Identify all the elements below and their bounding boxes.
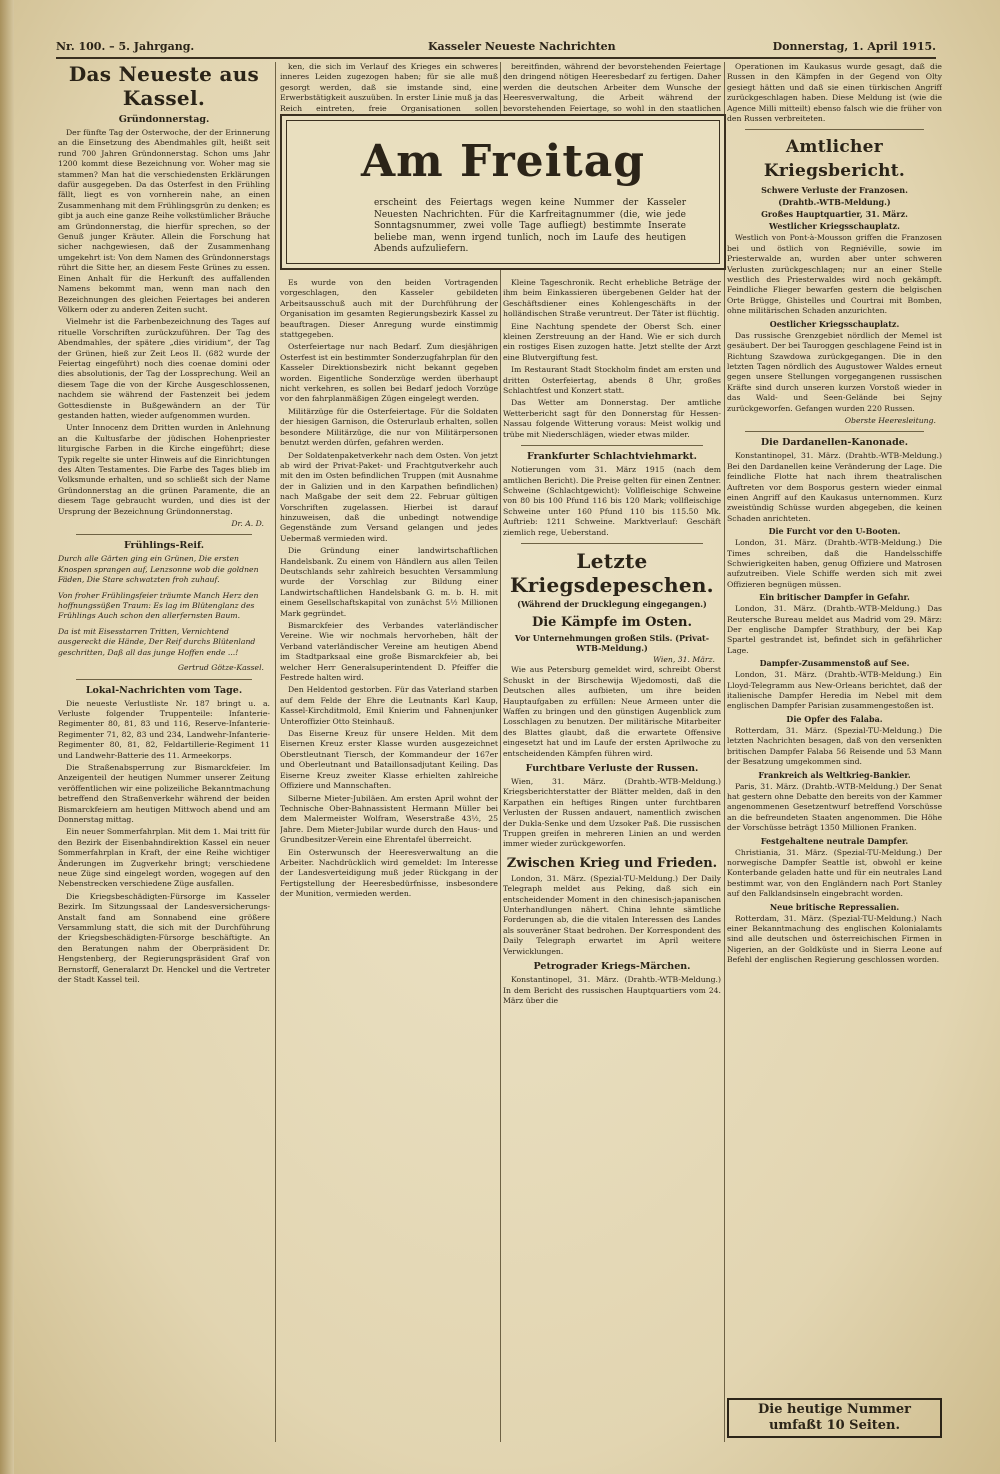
paragraph: London, 31. März. (Drahtb.-WTB-Meldung.) Ein Lloyd-Telegramm aus New-Orleans berichtet, daß der italienische Dampfer Heredia im Nebel mit dem englischen Dampfer Parisian zusammengestoßen ist. [727, 670, 942, 711]
divider [76, 534, 252, 535]
paragraph: Christiania, 31. März. (Spezial-TU-Meldung.) Der norwegische Dampfer Seattle ist, obwohl er keine Konterbande geladen hatte und für ein neutrales Land bestimmt war, von den Engländern nach Port Stanley auf den Falklandsinseln eingebracht worden. [727, 847, 942, 899]
divider [521, 445, 703, 446]
notice-box [280, 114, 726, 270]
column-1 [58, 62, 270, 1442]
article-subtitle: Schwere Verluste der Franzosen. [761, 185, 908, 196]
poem [58, 554, 270, 658]
paragraph: London, 31. März. (Drahtb.-WTB-Meldung.) Die Times schreiben, daß die Handelsschiffe Schwierigkeiten haben, genug Offiziere und Matrosen aufzutreiben. Viele Schiffe werden sich mit zwei Offizieren begnügen müssen. [727, 538, 942, 589]
paragraph: Paris, 31. März. (Drahtb.-WTB-Meldung.) Der Senat hat gestern ohne Debatte den bereits von der Kammer angenommenen Gesetzentwurf betreffend Vorschüsse an die befreundeten Staaten angenommen. Die Höhe der Vorschüsse beträgt 1350 Millionen Franken. [727, 781, 942, 833]
section-title-kassel: Das Neueste aus Kassel. [68, 62, 260, 110]
paper-edge [0, 0, 14, 1474]
paragraph: Militärzüge für die Osterfeiertage. Für die Soldaten der hiesigen Garnison, die Osterurlaub erhalten, sollen besondere Militärzüge, die nur von Militärpersonen benutzt werden dürfen, gefahren werden. [280, 406, 498, 448]
article-source: (Drahtb.-WTB-Meldung.) [778, 197, 891, 208]
paragraph: Konstantinopel, 31. März. (Drahtb.-WTB-Meldung.) In dem Bericht des russischen Hauptquartiers vom 24. März über die [503, 975, 721, 1005]
paragraph: Wie aus Petersburg gemeldet wird, schreibt Oberst Schuskt in der Birschewija Wjedomosti, daß die Deutschen alles aufbieten, um ihre beiden Hauptaufgaben zu erfüllen: Neue Armeen unter die Waffen zu bringen und den günstigen Augenblick zum Losschlagen zu benutzen. Der militärische Mitarbeiter des Blattes glaubt, daß die erwartete Offensive eingesetzt hat und im Laufe der ersten Aprilwoche zu entscheidenden Kämpfen führen wird. [503, 665, 721, 758]
header-rule [56, 57, 936, 59]
paragraph: Eine Nachtung spendete der Oberst Sch. einer kleinen Zerstreuung an der Hand. Wie er sich durch ein rostiges Eisen zuzogen hatte. Jetzt stellte der Arzt eine Blutvergiftung fest. [503, 321, 721, 362]
article-title-repressalien: Neue britische Repressalien. [769, 901, 900, 912]
paragraph: Das Eiserne Kreuz für unsere Helden. Mit dem Eisernen Kreuz erster Klasse wurden ausgezeichnet Oberstleutnant Tiersch, der Kommandeur der 167er und Oberleutnant und Bataillonsadjutant Keiling. Das Eiserne Kreuz zweiter Klasse erhielten zahlreiche Offiziere und Mannschaften. [280, 729, 498, 791]
masthead [56, 40, 936, 54]
article-title-schlachtviehmarkt: Frankfurter Schlachtviehmarkt. [527, 451, 697, 463]
section-title-kriegsbericht: Amtlicher Kriegsbericht. [763, 137, 906, 182]
section-title-kriegsdepeschen: Letzte Kriegsdepeschen. [510, 548, 714, 597]
paragraph: Operationen im Kaukasus wurde gesagt, daß die Russen in den Kämpfen in der Gegend von Olty gesiegt hätten und daß sie einen türkischen Angriff zurückgeschlagen haben. Diese Meldung ist (wie die Agence Milli mitteilt) ebenso falsch wie die früher von den Russen verbreiteten. [727, 62, 942, 124]
paragraph: Die Straßenabsperrung zur Bismarckfeier. Im Anzeigenteil der heutigen Nummer unserer Zeitung veröffentlichen wir eine polizeiliche Bekanntmachung betreffend den Straßenverkehr während der beiden Bismarckfeiern am heutigen Mittwoch abend und am Donnerstag mittag. [58, 762, 270, 824]
subheading-ost: Oestlicher Kriegsschauplatz. [769, 318, 900, 329]
dateline: Wien, 31. März. [653, 654, 715, 664]
paragraph: Rotterdam, 31. März. (Spezial-TU-Meldung.) Nach einer Bekanntmachung des englischen Kolonialamts sind alle deutschen und österreichischen Firmen in Nigerien, an der Goldküste und in Sierra Leone auf Befehl der englischen Regierung geschlossen worden. [727, 913, 942, 965]
paragraph: Bismarckfeier des Verbandes vaterländischer Vereine. Wie wir nochmals hervorheben, hält der Verband vaterländischer Vereine am heutigen Abend im Stadtparksaal eine große Bismarckfeier ab, bei welcher Herr Generalsuperintendent D. Pfeiffer die Festrede halten wird. [280, 621, 498, 683]
paragraph: Westlich von Pont-à-Mousson griffen die Franzosen bei und östlich von Regniéville, sowie im Priesterwalde an, wurden aber unter schweren Verlusten zurückgeschlagen; nur an einer Stelle westlich des Priesterwaldes wird noch gekämpft. Feindliche Flieger bewarfen gestern die belgischen Orte Brügge, Ghistelles und Courtrai mit Bomben, ohne militärischen Schaden anzurichten. [727, 233, 942, 316]
paragraph: Das russische Grenzgebiet nördlich der Memel ist gesäubert. Der bei Tauroggen geschlagene Feind ist in Richtung Szawdowa zurückgegangen. Die in den letzten Tagen nördlich des Augustower Waldes erneut gegen unsere Stellungen vorgegangenen russischen Kräfte sind durch unseren kurzen Vorstoß wieder in das Wald- und Seen-Gelände bei Sejny zurückgeworfen. Gefangen wurden 220 Russen. [727, 330, 942, 413]
paragraph: Die neueste Verlustliste Nr. 187 bringt u. a. Verluste folgender Truppenteile: Infanterie-Regimenter 80, 81, 83 und 116, Reserve-Infanterie-Regimenter 71, 82, 83 und 234, Landwehr-Infanterie-Regimenter 80, 81, 82, Feldartillerie-Regiment 11 und Landwehr-Batterie des 11. Armeekorps. [58, 698, 270, 760]
divider [521, 543, 703, 544]
paragraph: Notierungen vom 31. März 1915 (nach dem amtlichen Bericht). Die Preise gelten für einen Zentner. Schweine (Schlachtgewicht): Vollfleischige Schweine von 80 bis 100 Pfund 116 bis 120 Mark; vollfleischige Schweine unter 160 Pfund 110 bis 115.50 Mk. Auftrieb: 1211 Schweine. Marktverlauf: Geschäft ziemlich rege, Ueberstand. [503, 465, 721, 537]
divider [745, 129, 924, 130]
article-title-osten: Die Kämpfe im Osten. [531, 614, 693, 630]
article-title-uboote: Die Furcht vor den U-Booten. [768, 526, 901, 537]
column-4 [727, 62, 942, 1442]
notice-title: Am Freitag [361, 136, 645, 187]
author-signature: Dr. A. D. [231, 519, 264, 529]
dateline: Großes Hauptquartier, 31. März. [761, 209, 908, 220]
footer-wrap [727, 1392, 942, 1438]
paragraph: Den Heldentod gestorben. Für das Vaterland starben auf dem Felde der Ehre die Leutnants Karl Kaup, Kassel-Kirchditmold, Emil Knierim und Fahnenjunker Unteroffizier Otto Steinhauß. [280, 685, 498, 726]
divider [76, 679, 252, 680]
article-title-verluste: Furchtbare Verluste der Russen. [525, 763, 699, 774]
paragraph: ken, die sich im Verlauf des Krieges ein schweres inneres Leiden zugezogen haben; für sie alle muß gesorgt werden, daß sie imstande sind, eine Erwerbstätigkeit auszuüben. In erster Linie muß ja das Reich eintreten, freie Organisationen sollen [280, 62, 498, 113]
paragraph: Wien, 31. März. (Drahtb.-WTB-Meldung.) Kriegsberichterstatter der Blätter melden, daß in den Karpathen ein heftiges Ringen unter furchtbaren Verlusten der Russen andauert, namentlich zwischen der Dukla-Senke und dem Uzsoker Paß. Die russischen Truppen greifen in mehreren Linien an und werden immer wieder zurückgeworfen. [503, 777, 721, 849]
paragraph: Kleine Tageschronik. Recht erhebliche Beträge der ihm beim Einkassieren übergebenen Gelder hat der Geschäftsdiener eines Kohlengeschäfts in der holländischen Straße veruntreut. Der Täter ist flüchtig. [503, 278, 721, 319]
section-subtitle: (Während der Drucklegung eingegangen.) [517, 598, 707, 609]
paragraph: Der fünfte Tag der Osterwoche, der der Erinnerung an die Einsetzung des Abendmahles gilt, heißt seit rund 700 Jahren Gründonnerstag. Schon ums Jahr 1200 kommt diese Bezeichnung vor. Woher mag sie stammen? Man hat die verschiedensten Erklärungen dafür ausgegeben. Da das Osterfest in den Frühling fällt, liegt es von vornherein nahe, an einen Zusammenhang mit dem Frühlingsgrün zu denken; es gibt ja auch eine ganze Reihe volkstümlicher Bräuche am Gründonnerstag, die hierfür sprechen, so der Genuß junger Kräuter. Allein die Forschung hat sicher nachgewiesen, daß der Zusammenhang umgekehrt ist: Von dem Namen des Gründonnerstags rührt die Sitte her, an diesem Feste Grünes zu essen. Einen Anhalt für die Herkunft des auffallenden Namens bekommt man, wenn man nach den Bezeichnungen des gleichen Feiertages bei anderen Völkern oder zu anderen Zeiten sucht. [58, 128, 270, 314]
article-subtitle: Vor Unternehmungen großen Stils. (Privat-WTB-Meldung.) [514, 632, 710, 653]
column-rule [275, 62, 276, 1442]
signature: Oberste Heeresleitung. [844, 415, 936, 425]
article-title-bankier: Frankreich als Weltkrieg-Bankier. [758, 769, 911, 780]
notice-text: erscheint des Feiertags wegen keine Nummer der Kasseler Neuesten Nachrichten. Für die Karfreitagnummer (die, wie jede Sonntagsnummer, zwei volle Tage aufliegt) bestimmte Inserate beliebe man, wenn irgend tunlich, noch im Laufe des heutigen Abends aufzuliefern. [374, 198, 686, 254]
paragraph: Ein neuer Sommerfahrplan. Mit dem 1. Mai tritt für den Bezirk der Eisenbahndirektion Kassel ein neuer Sommerfahrplan in Kraft, der eine Reihe wichtiger Änderungen im Zugverkehr bringt; verschiedene neue Züge sind eingelegt worden, wogegen auf den Nebenstrecken verschiedene Züge ausfallen. [58, 827, 270, 889]
paragraph: Die Gründung einer landwirtschaftlichen Handelsbank. Zu einem von Händlern aus allen Teilen Deutschlands sehr zahlreich besuchten Versammlung wurde der Vorschlag zur Bildung einer Landwirtschaftlichen Handelsbank G. m. b. H. mit einem Gesellschaftskapital von zunächst 5½ Millionen Mark gegründet. [280, 546, 498, 618]
paragraph: Das Wetter am Donnerstag. Der amtliche Wetterbericht sagt für den Donnerstag für Hessen-Nassau folgende Witterung voraus: Meist wolkig und trübe mit Niederschlägen, wieder etwas milder. [503, 398, 721, 439]
paragraph: London, 31. März. (Spezial-TU-Meldung.) Der Daily Telegraph meldet aus Peking, daß sich ein entscheidender Moment in den chinesisch-japanischen Unterhandlungen nähert. China lehnte sämtliche Forderungen ab, die die vitalen Interessen des Landes als souveräner Staat bedrohen. Der Korrespondent des Daily Telegraph erwartet im April weitere Verwicklungen. [503, 873, 721, 956]
paragraph: Es wurde von den beiden Vortragenden vorgeschlagen, den Kasseler gebildeten Arbeitsausschuß auch mit der Durchführung der Organisation im gesamten Regierungsbezirk Kassel zu beauftragen. Dieser Anregung wurde einstimmig stattgegeben. [280, 278, 498, 340]
divider [745, 431, 924, 432]
article-title-gruendonnerstag: Gründonnerstag. [118, 114, 210, 125]
article-title-petrograd: Petrograder Kriegs-Märchen. [533, 961, 691, 973]
article-title-dampfer-gefahr: Ein britischer Dampfer in Gefahr. [759, 592, 910, 603]
article-title-zusammenstoss: Dampfer-Zusammenstoß auf See. [759, 658, 910, 669]
paragraph: Die Kriegsbeschädigten-Fürsorge im Kasseler Bezirk. Im Sitzungssaal der Landesversicherungs-Anstalt fand am Sonnabend eine größere Versammlung statt, die sich mit der Durchführung der Kriegsbeschädigten-Fürsorge beschäftigte. An den Beratungen nahm der Oberpräsident Dr. Hengstenberg, der Regierungspräsident Graf von Bernstorff, Generalarzt Dr. Henckel und die Vertreter der Stadt Kassel teil. [58, 891, 270, 985]
issue-number: Nr. 100. – 5. Jahrgang. [56, 40, 195, 53]
paragraph: Silberne Mieter-Jubiläen. Am ersten April wohnt der Technische Ober-Bahnassistent Hermann Müller bei dem Malermeister Wolfram, Weserstraße 43½, 25 Jahre. Dem Mieter-Jubilar wurde durch den Haus- und Grundbesitzer-Verein eine Ehrentafel überreicht. [280, 793, 498, 845]
poem-title: Frühlings-Reif. [123, 540, 205, 552]
poem-author: Gertrud Götze-Kassel. [177, 663, 264, 673]
paragraph: Rotterdam, 31. März. (Spezial-TU-Meldung.) Die letzten Nachrichten besagen, daß von den versenkten britischen Dampfer Falaba 56 Reisende und 53 Mann der Besatzung umgekommen sind. [727, 725, 942, 767]
paragraph: Unter Innocenz dem Dritten wurden in Anlehnung an die Kultusfarbe der jüdischen Hohenpriester liturgische Farben in die Kirche eingeführt; diese Typik regelte sie unter Hinweis auf die Einrichtungen des Alten Testamentes. Die Farbe des Tages blieb im Volksmunde erhalten, und so schließt sich der Name Gründonnerstag an die grünen Paramente, die an diesem Tage gebraucht wurden, und dies ist der Ursprung der Bezeichnung Gründonnerstag. [58, 423, 270, 516]
paragraph: Im Restaurant Stadt Stockholm findet am ersten und dritten Osterfeiertag, abends 8 Uhr, großes Schlachtfest und Konzert statt. [503, 365, 721, 396]
section-title-lokal: Lokal-Nachrichten vom Tage. [85, 684, 243, 696]
poem-stanza: Durch alle Gärten ging ein Grünen, Die ersten Knospen sprangen auf, Lenzsonne wob die goldnen Fäden, Die Stare schwatzten froh zuhauf. [58, 554, 259, 585]
paper-name: Kasseler Neueste Nachrichten [428, 40, 616, 53]
paragraph: Konstantinopel, 31. März. (Drahtb.-WTB-Meldung.) Bei den Dardanellen keine Veränderung der Lage. Die feindliche Flotte hat nach ihrem theatralischen Auftreten vor dem Bosporus gestern wieder einmal einen Angriff auf den Kaukasus unternommen. Kurz zweistündig Schüsse wurden abgegeben, die keinen Schaden anrichteten. [727, 451, 942, 523]
article-title-falaba: Die Opfer des Falaba. [786, 713, 883, 724]
poem-stanza: Da ist mit Eisesstarren Tritten, Vernichtend ausgereckt die Hände, Der Reif durchs Blütenland geschritten, Daß all das junge Hoffen ende ...! [58, 626, 256, 657]
paragraph: Osterfeiertage nur nach Bedarf. Zum diesjährigen Osterfest ist ein bestimmter Sonderzugfahrplan für den Kasseler Direktionsbezirk nicht bekannt gegeben worden. Eigentliche Sonderzüge werden überhaupt nicht verkehren, es sollen bei Bedarf jedoch Vorzüge vor den fahrplanmäßigen Zügen eingelegt werden. [280, 342, 498, 404]
poem-stanza: Von froher Frühlingsfeier träumte Manch Herz den hoffnungssüßen Traum: Es lag im Blütenglanz des Frühlings Auch schon den allerfernsten Baum. [58, 590, 259, 621]
paragraph: Ein Osterwunsch der Heeresverwaltung an die Arbeiter. Nachdrücklich wird gemeldet: Im Interesse der Landesverteidigung muß jeder Rückgang in der Fertigstellung der Heeresbedürfnisse, insbesondere der Munition, vermieden werden. [280, 847, 498, 899]
article-title-neutrale-dampfer: Festgehaltene neutrale Dampfer. [760, 835, 909, 846]
article-title-krieg-frieden: Zwischen Krieg und Frieden. [506, 855, 718, 871]
subheading-west: Westlicher Kriegsschauplatz. [769, 221, 900, 232]
paragraph: Vielmehr ist die Farbenbezeichnung des Tages auf rituelle Vorschriften zurückzuführen. Der Tag des Abendmahles, der spätere „dies viridium“, der Tag der Grünen, hieß zur Zeit Leos II. (682 wurde der Feiertag eingeführt) noch dies coenae domini oder dies absolutionis, der Tag der Lossprechung. Weil an diesem Tage die von der Kirche Ausgeschlossenen, nachdem sie während der Fastenzeit bei jedem Gottesdienste in Bußgewändern an der Tür gestanden hatten, wieder aufgenommen wurden. [58, 317, 270, 420]
page-count-box: Die heutige Nummer umfaßt 10 Seiten. [727, 1398, 942, 1438]
paragraph: bereitfinden, während der bevorstehenden Feiertage den dringend nötigen Heeresbedarf zu fertigen. Daher werden die deutschen Arbeiter dem Wunsche der Heeresverwaltung, die Arbeit während der bevorstehenden Feiertage, so wohl in den staatlichen [503, 62, 721, 113]
article-title-dardanellen: Die Dardanellen-Kanonade. [760, 437, 909, 449]
paragraph: Der Soldatenpaketverkehr nach dem Osten. Von jetzt ab wird der Privat-Paket- und Frachtgutverkehr auch mit den im Osten befindlichen Truppen (mit Ausnahme der in Galizien und in den Karpathen befindlichen) nach Maßgabe der seit dem 22. Februar gültigen Vorschriften zugelassen. Hierbei ist darauf hinzuweisen, daß die unbedingt notwendige Gegenstände zum Versand gelangen und jedes Uebermaß vermieden wird. [280, 450, 498, 543]
issue-date: Donnerstag, 1. April 1915. [772, 40, 936, 53]
paragraph: London, 31. März. (Drahtb.-WTB-Meldung.) Das Reutersche Bureau meldet aus Madrid vom 29. März: Der englische Dampfer Strathbury, der bei Kap Spartel gestrandet ist, befindet sich in gefährlicher Lage. [727, 604, 942, 655]
